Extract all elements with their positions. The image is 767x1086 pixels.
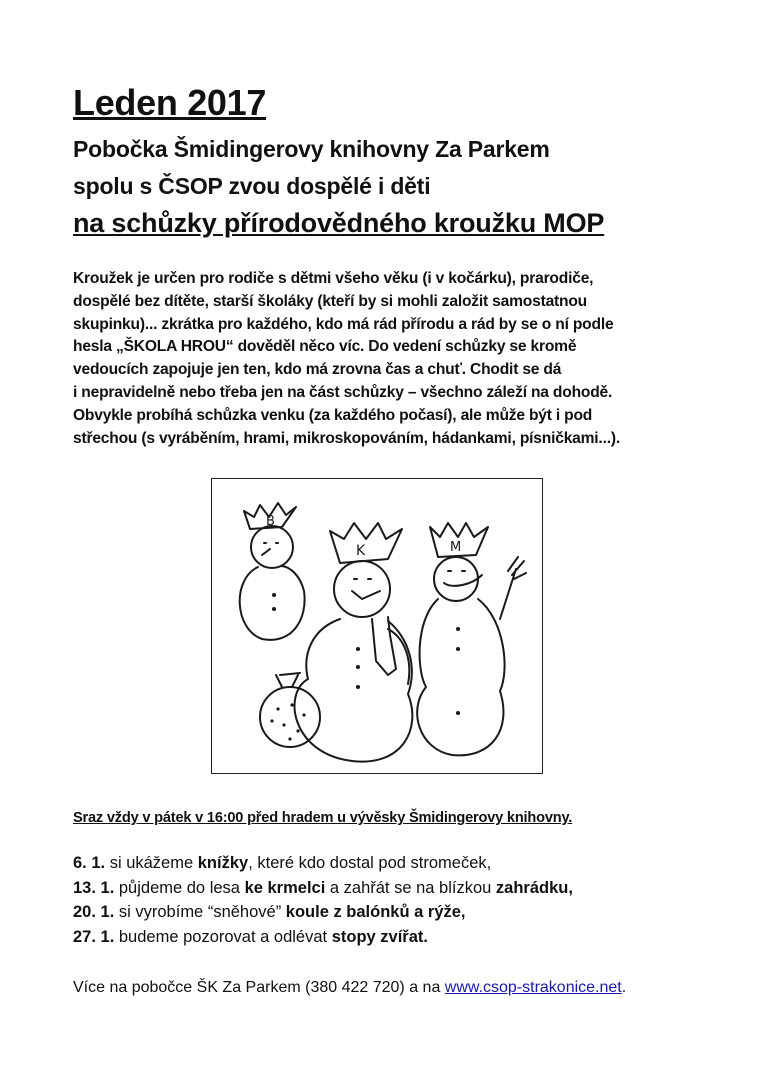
footer-text: Více na pobočce ŠK Za Parkem (380 422 720) a na (73, 979, 445, 996)
footer-contact (73, 979, 626, 997)
intro-line: i nepravidelně nebo třeba jen na část schůzky – všechno záleží na dohodě. (73, 383, 613, 401)
schedule-highlight: ke krmelci (244, 878, 326, 897)
schedule-text: a zahřát se na blízkou (325, 878, 496, 897)
subtitle-line-1: Pobočka Šmidingerovy knihovny Za Parkem (73, 136, 550, 162)
schedule-text: budeme pozorovat a odlévat (114, 927, 332, 946)
schedule-text: si vyrobíme “sněhové” (114, 903, 286, 921)
schedule-item (73, 900, 713, 925)
schedule-date: 27. 1. (73, 927, 115, 946)
intro-line: hesla „ŠKOLA HROU“ dověděl něco víc. Do vedení schůzky se kromě (73, 338, 577, 356)
bag-drawing (260, 673, 320, 747)
page-title: Leden 2017 (73, 82, 267, 123)
intro-line: dospělé bez dítěte, starší školáky (kteří by si mohli založit samostatnou (73, 292, 588, 310)
schedule-text: si ukážeme (105, 854, 198, 872)
schedule-text: , které kdo dostal pod stromeček, (248, 854, 492, 872)
crown-letter-k: K (356, 543, 366, 559)
footer-end: . (621, 979, 627, 996)
meeting-note: Sraz vždy v pátek v 16:00 před hradem u vývěsky Šmidingerovy knihovny. (73, 810, 573, 826)
intro-paragraph (73, 268, 693, 450)
schedule-text: půjdeme do lesa (114, 878, 245, 897)
intro-line: střechou (s vyráběním, hrami, mikroskopováním, hádankami, písničkami...). (73, 429, 620, 447)
crown-letter-b: B (266, 514, 275, 529)
schedule-item (73, 876, 713, 901)
schedule-item (73, 925, 713, 950)
schedule-highlight: koule z balónků a rýže, (285, 903, 466, 921)
website-link[interactable]: www.csop-strakonice.net (444, 979, 622, 996)
schedule-list (73, 851, 713, 949)
schedule-date: 20. 1. (73, 903, 115, 921)
schedule-date: 6. 1. (73, 854, 106, 872)
intro-line: skupinku)... zkrátka pro každého, kdo má rád přírodu a rád by se o ní podle (73, 315, 614, 333)
snowman-m-drawing (417, 523, 526, 755)
crown-letter-m: M (450, 540, 462, 555)
schedule-highlight: stopy zvířat. (331, 927, 428, 946)
schedule-item (73, 851, 713, 876)
snowman-b-drawing (240, 503, 305, 640)
intro-line: Obvykle probíhá schůzka venku (za každého počasí), ale může být i pod (73, 406, 593, 424)
subtitle-line-2: spolu s ČSOP zvou dospělé i děti (73, 173, 431, 199)
schedule-date: 13. 1. (73, 878, 115, 897)
snowmen-illustration (211, 478, 543, 774)
snowman-k-drawing (295, 523, 413, 762)
intro-line: Kroužek je určen pro rodiče s dětmi všeho věku (i v kočárku), prarodiče, (73, 270, 594, 287)
schedule-highlight: knížky (197, 854, 249, 872)
intro-line: vedoucích zapojuje jen ten, kdo má zrovna čas a chuť. Chodit se dá (73, 361, 562, 379)
subtitle-line-3: na schůzky přírodovědného kroužku MOP (73, 208, 605, 238)
schedule-highlight: zahrádku, (495, 878, 573, 897)
